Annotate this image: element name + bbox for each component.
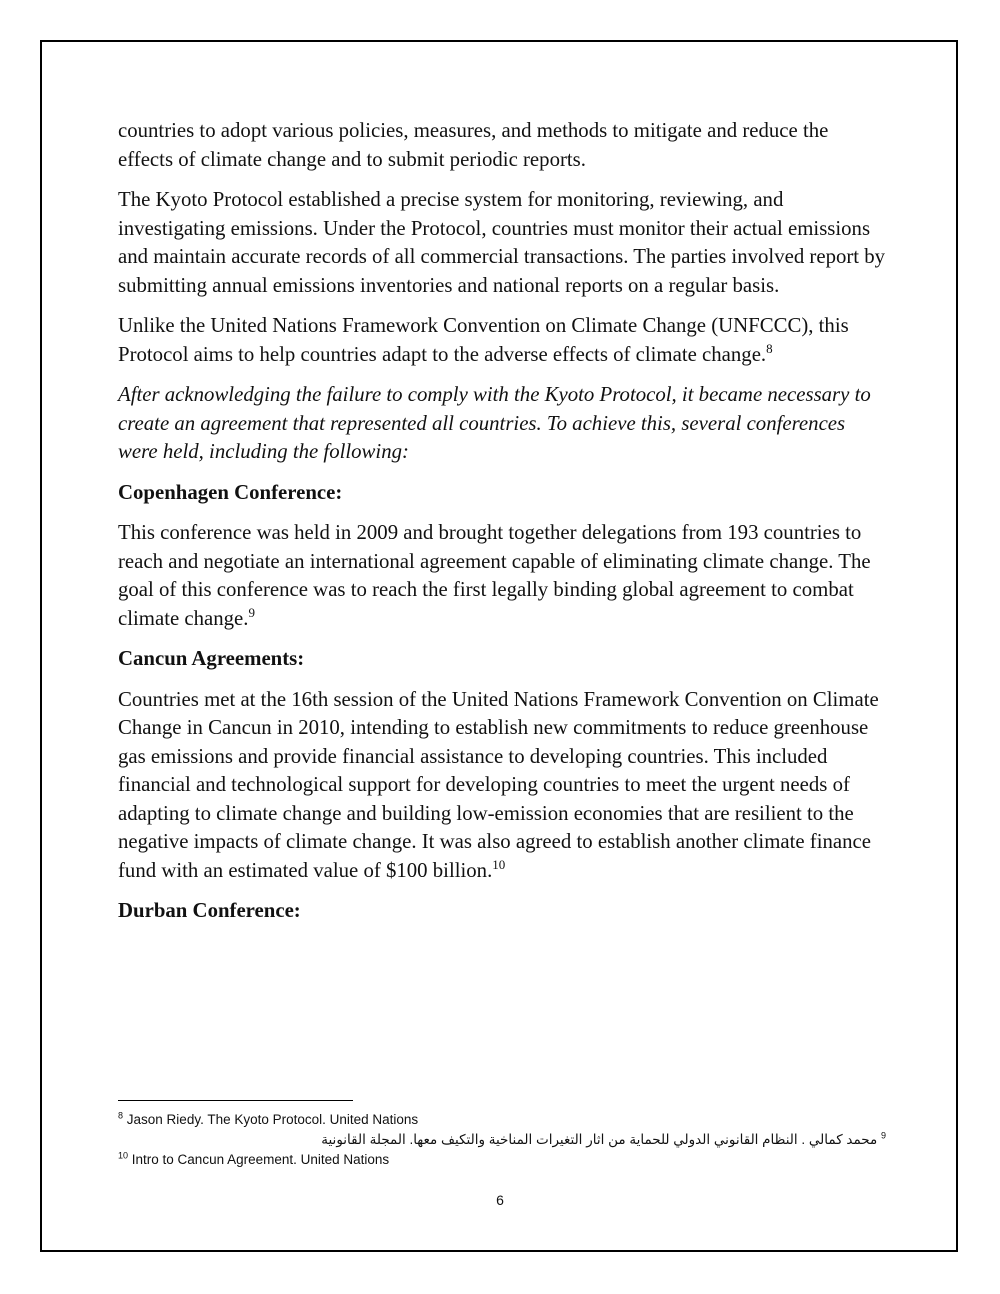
footnotes	[118, 1110, 886, 1170]
heading-durban: Durban Conference:	[118, 899, 301, 922]
paragraph-intro: countries to adopt various policies, measures, and methods to mitigate and reduce the effects of climate change and to submit periodic reports.	[118, 119, 829, 171]
paragraph-conferences-intro: After acknowledging the failure to comply with the Kyoto Protocol, it became necessary to create an agreement that represented all countries. To achieve this, several conferences were held, including the following:	[118, 383, 871, 463]
paragraph-kyoto-monitoring: The Kyoto Protocol established a precise system for monitoring, reviewing, and investigating emissions. Under the Protocol, countries must monitor their actual emissions and maintain accurate records of all commercial transactions. The parties involved report by submitting annual emissions inventories and national reports on a regular basis.	[118, 188, 886, 297]
footnote-ref-9: 9	[248, 604, 255, 620]
footnote-separator	[118, 1100, 353, 1101]
footnote-ref-10: 10	[492, 856, 506, 872]
footnote-9: $^9$ محمد كمالي . النظام القانوني الدولي للحماية من اثار التغيرات المناخية والتكيف معها. المجلة القانونية	[321, 1130, 886, 1147]
footnote-ref-8: 8	[766, 340, 773, 356]
paragraph-unfccc-comparison: Unlike the United Nations Framework Convention on Climate Change (UNFCCC), this Protocol aims to help countries adapt to the adverse effects of climate change.$^8$	[118, 314, 849, 366]
document-body	[118, 117, 888, 938]
footnote-8: $^8$ Jason Riedy. The Kyoto Protocol. United Nations	[118, 1110, 419, 1127]
heading-cancun: Cancun Agreements:	[118, 647, 305, 670]
heading-copenhagen: Copenhagen Conference:	[118, 480, 343, 504]
paragraph-cancun: Countries met at the 16th session of the United Nations Framework Convention on Climate Change in Cancun in 2010, intending to establish new commitments to reduce greenhouse gas emissions and provide financial assistance to developing countries. This included financial and technological support for developing countries to meet the urgent needs of adapting to climate change and building low-emission economies that are resilient to the negative impacts of climate change. It was also agreed to establish another climate finance fund with an estimated value of $100 billion.$^{10}$	[118, 687, 879, 882]
paragraph-copenhagen: This conference was held in 2009 and brought together delegations from 193 countries to reach and negotiate an international agreement capable of eliminating climate change. The goal of this conference was to reach the first legally binding global agreement to combat climate change.$^9$	[118, 521, 871, 630]
footnote-10: $^{10}$ Intro to Cancun Agreement. United Nations	[118, 1150, 390, 1167]
page-number: 6	[496, 1192, 504, 1208]
